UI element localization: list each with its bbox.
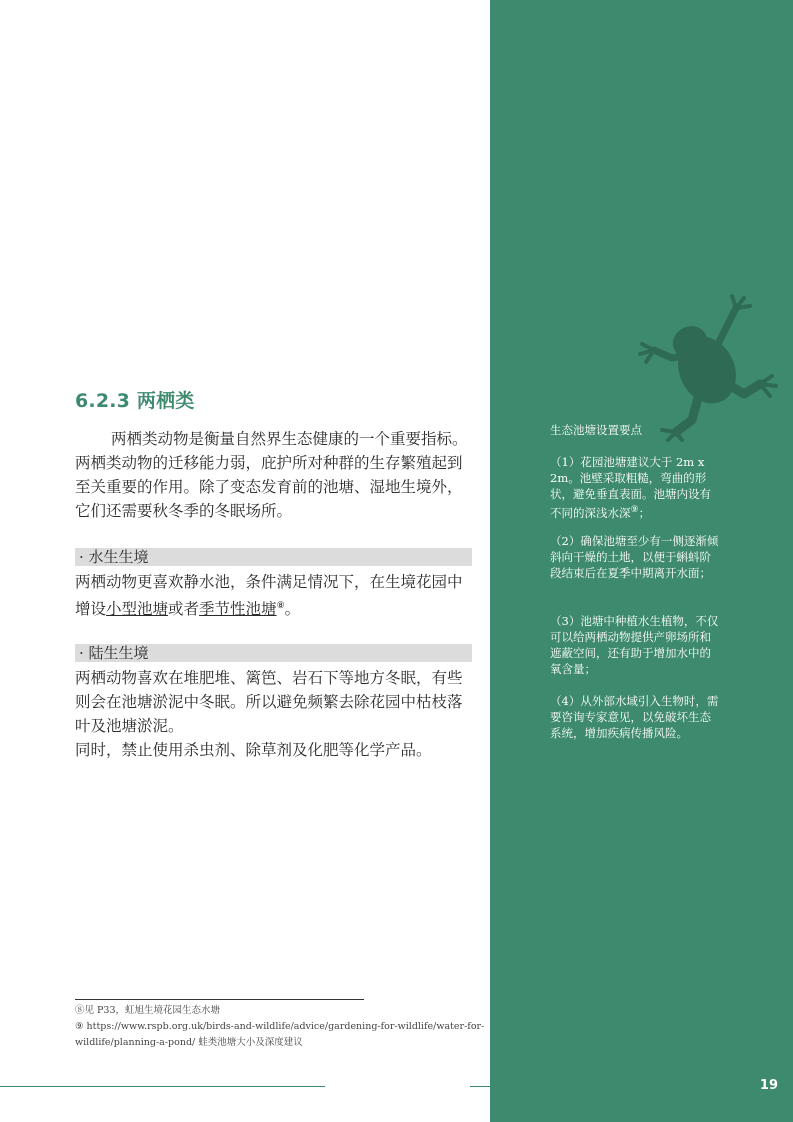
- pond-tip-1-text: （1）花园池塘建议大于 2m x 2m。池壁采取粗糙，弯曲的形状，避免垂直表面。池塘内设有不同的深浅水深: [550, 455, 711, 520]
- pond-tip-1-end: ；: [638, 505, 651, 520]
- frog-icon: [632, 292, 782, 442]
- footnote-divider: [75, 999, 364, 1000]
- terrestrial-habitat-paragraph: [75, 666, 475, 762]
- footnote-mark-9[interactable]: ⑨: [630, 505, 639, 515]
- aquatic-habitat-heading: · 水生生境: [75, 548, 472, 566]
- terrestrial-text-2: 同时，禁止使用杀虫剂、除草剂及化肥等化学产品。: [75, 741, 432, 759]
- aquatic-text-mid: 或者: [168, 600, 200, 619]
- section-heading: 6.2.3 两栖类: [75, 390, 195, 412]
- footnote-mark-8[interactable]: ⑧: [276, 601, 285, 611]
- terrestrial-text-1: 两栖动物喜欢在堆肥堆、篱笆、岩石下等地方冬眠，有些则会在池塘淤泥中冬眠。所以避免频繁去除花园中枯枝落叶及池塘淤泥。: [75, 669, 463, 735]
- bottom-divider-left: [0, 1086, 325, 1087]
- terrestrial-habitat-heading: · 陆生生境: [75, 644, 472, 662]
- pond-tip-3: （3）池塘中种植水生植物，不仅可以给两栖动物提供产卵场所和遮蔽空间，还有助于增加水中的氧含量；: [550, 614, 719, 676]
- bottom-divider-right: [470, 1086, 490, 1087]
- footnote-9[interactable]: ⑨ https://www.rspb.org.uk/birds-and-wildlife/advice/gardening-for-wildlife/water-for-wildlife/planning-a-pond/ 蛙类池塘大小及深度建议: [75, 1021, 485, 1048]
- aquatic-text-before: 两栖动物更喜欢静水池，条件满足情况下，在生境花园中增设: [75, 573, 463, 619]
- aquatic-habitat-paragraph: [75, 570, 475, 621]
- footnote-8: ⑧见 P33，虹旭生境花园生态水塘: [75, 1005, 221, 1016]
- intro-paragraph: 两栖类动物是衡量自然界生态健康的一个重要指标。两栖类动物的迁移能力弱，庇护所对种群的生存繁殖起到至关重要的作用。除了变态发育前的池塘、湿地生境外，它们还需要秋冬季的冬眠场所。: [75, 430, 468, 520]
- pond-tips-title: 生态池塘设置要点: [550, 423, 642, 437]
- page-number: 19: [759, 1078, 778, 1093]
- pond-tip-4: （4）从外部水域引入生物时，需要咨询专家意见，以免破坏生态系统，增加疾病传播风险。: [550, 694, 719, 740]
- aquatic-text-after: 。: [284, 600, 301, 619]
- small-pond-link[interactable]: 小型池塘: [106, 600, 169, 619]
- pond-tip-2: （2）确保池塘至少有一侧逐渐倾斜向干燥的土地，以便于蝌蚪阶段结束后在夏季中期离开水面；: [550, 534, 719, 580]
- pond-tip-1: [550, 454, 722, 521]
- seasonal-pond-link[interactable]: 季节性池塘: [199, 600, 277, 619]
